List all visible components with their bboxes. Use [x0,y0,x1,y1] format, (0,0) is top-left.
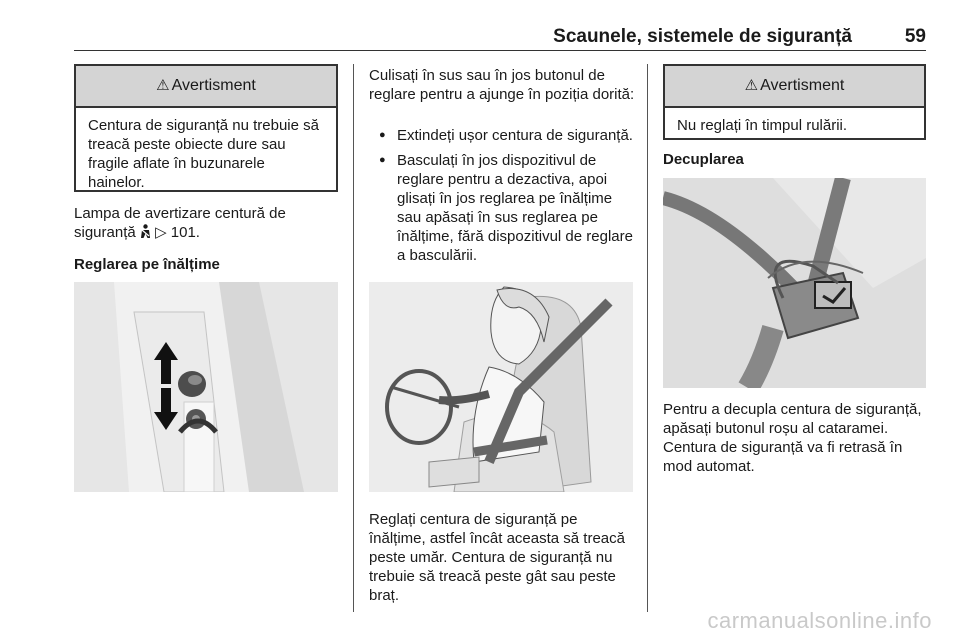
warning-body: Nu reglați în timpul rulării. [677,117,848,134]
height-adjuster-illustration [74,282,338,492]
warning-header [665,66,924,108]
warning-title: Avertisment [171,77,256,94]
warning-body: Centura de siguranță nu trebuie să treacă peste obiecte dure sau fragile aflate în buzunarele hainelor. [88,117,319,191]
warning-triangle-icon: ⚠ [156,77,170,94]
warning-title: Avertisment [760,77,845,94]
watermark: carmanualsonline.info [707,608,932,633]
warning-box-no-adjust [663,64,926,140]
lamp-paragraph [74,204,344,242]
buckle-release-illustration [663,178,926,388]
adjust-intro: Culisați în sus sau în jos butonul de reglare pentru a ajunge în poziția dorită: [369,67,635,103]
header-rule [74,50,926,51]
driver-seatbelt-illustration [369,282,633,492]
column-divider-left [353,64,354,612]
reference-arrow-icon: ▷ [155,224,167,241]
lamp-ref: 101. [170,224,200,241]
warning-triangle-icon: ⚠ [744,77,759,94]
height-heading: Reglarea pe înălțime [74,256,220,273]
seatbelt-person-icon [140,224,151,239]
after-image-paragraph: Reglați centura de siguranță pe înălțime, astfel încât aceasta să treacă peste umăr. Centura de siguranță nu trebuie să treacă peste gât sau peste braț. [369,511,625,604]
release-heading: Decuplarea [663,151,744,168]
column-divider-right [647,64,648,612]
warning-box-belt-objects [74,64,338,192]
release-paragraph: Pentru a decupla centura de siguranță, apăsați butonul roșu al cataramei. Centura de siguranță va fi retrasă în mod automat. [663,401,922,475]
page-number: 59 [904,26,926,47]
warning-header [76,66,336,108]
list-item: ● Extindeți ușor centura de siguranță. [369,126,637,145]
list-item: ● Basculați în jos dispozitivul de reglare pentru a dezactiva, apoi glisați în jos reglarea pe înălțime sau apăsați în sus reglarea pe înălțime, fără dispozitivul de reglare a basculării. [369,151,637,265]
lamp-text: Lampa de avertizare centură de siguranță [74,205,286,241]
running-header: Scaunele, sistemele de siguranță [553,26,852,47]
adjust-steps-list [369,126,637,271]
